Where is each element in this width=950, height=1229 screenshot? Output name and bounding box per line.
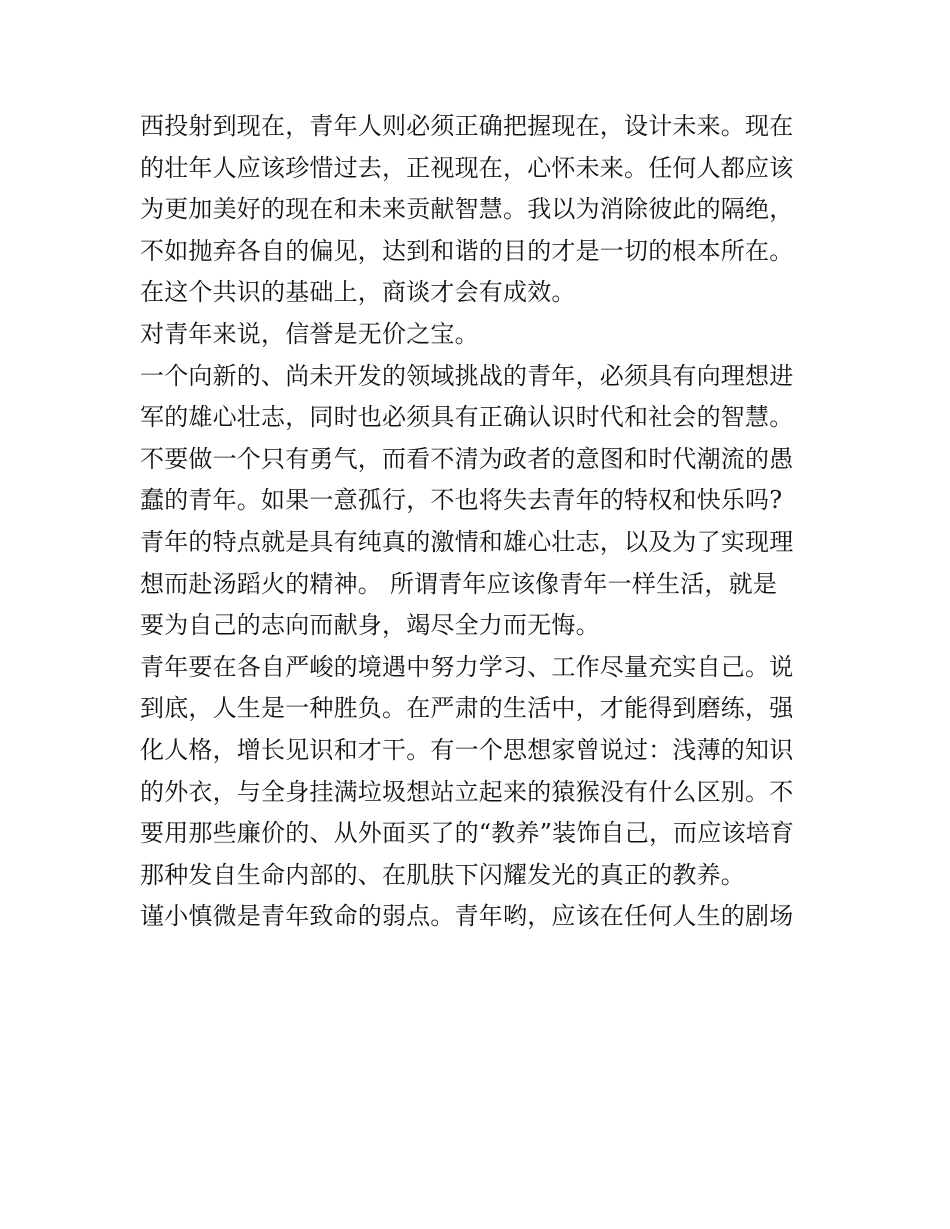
- text-line-14: 青年要在各自严峻的境遇中努力学习、工作尽量充实自己。说: [140, 652, 794, 681]
- text-line-20: 谨小慎微是青年致命的弱点。青年哟，应该在任何人生的剧场: [140, 902, 794, 931]
- text-line-5: 在这个共识的基础上，商谈才会有成效。: [140, 278, 576, 307]
- text-line-19: 那种发自生命内部的、在肌肤下闪耀发光的真正的教养。: [140, 860, 745, 889]
- text-line-13: 要为自己的志向而献身，竭尽全力而无悔。: [140, 611, 600, 640]
- text-line-12: 想而赴汤蹈火的精神。 所谓青年应该像青年一样生活，就是: [140, 569, 778, 598]
- text-line-7: 一个向新的、尚未开发的领域挑战的青年，必须具有向理想进: [140, 361, 794, 390]
- text-line-11: 青年的特点就是具有纯真的激情和雄心壮志，以及为了实现理: [140, 527, 794, 556]
- text-line-2: 的壮年人应该珍惜过去，正视现在，心怀未来。任何人都应该: [140, 153, 794, 182]
- text-line-9: 不要做一个只有勇气，而看不清为政者的意图和时代潮流的愚: [140, 444, 794, 473]
- text-line-3: 为更加美好的现在和未来贡献智慧。我以为消除彼此的隔绝，: [140, 195, 794, 224]
- text-line-4: 不如抛弃各自的偏见，达到和谐的目的才是一切的根本所在。: [140, 236, 794, 265]
- text-line-10: 蠢的青年。如果一意孤行，不也将失去青年的特权和快乐吗?: [140, 486, 783, 515]
- text-line-6: 对青年来说，信誉是无价之宝。: [140, 319, 479, 348]
- text-line-15: 到底，人生是一种胜负。在严肃的生活中，才能得到磨练，强: [140, 694, 794, 723]
- text-line-1: 西投射到现在，青年人则必须正确把握现在，设计未来。现在: [140, 112, 794, 140]
- text-line-8: 军的雄心壮志，同时也必须具有正确认识时代和社会的智慧。: [140, 403, 794, 432]
- text-line-16: 化人格，增长见识和才干。有一个思想家曾说过：浅薄的知识: [140, 735, 794, 764]
- document-body: [140, 106, 820, 938]
- text-line-18: 要用那些廉价的、从外面买了的“教养”装饰自己，而应该培育: [140, 819, 795, 848]
- text-line-17: 的外衣，与全身挂满垃圾想站立起来的猿猴没有什么区别。不: [140, 777, 794, 806]
